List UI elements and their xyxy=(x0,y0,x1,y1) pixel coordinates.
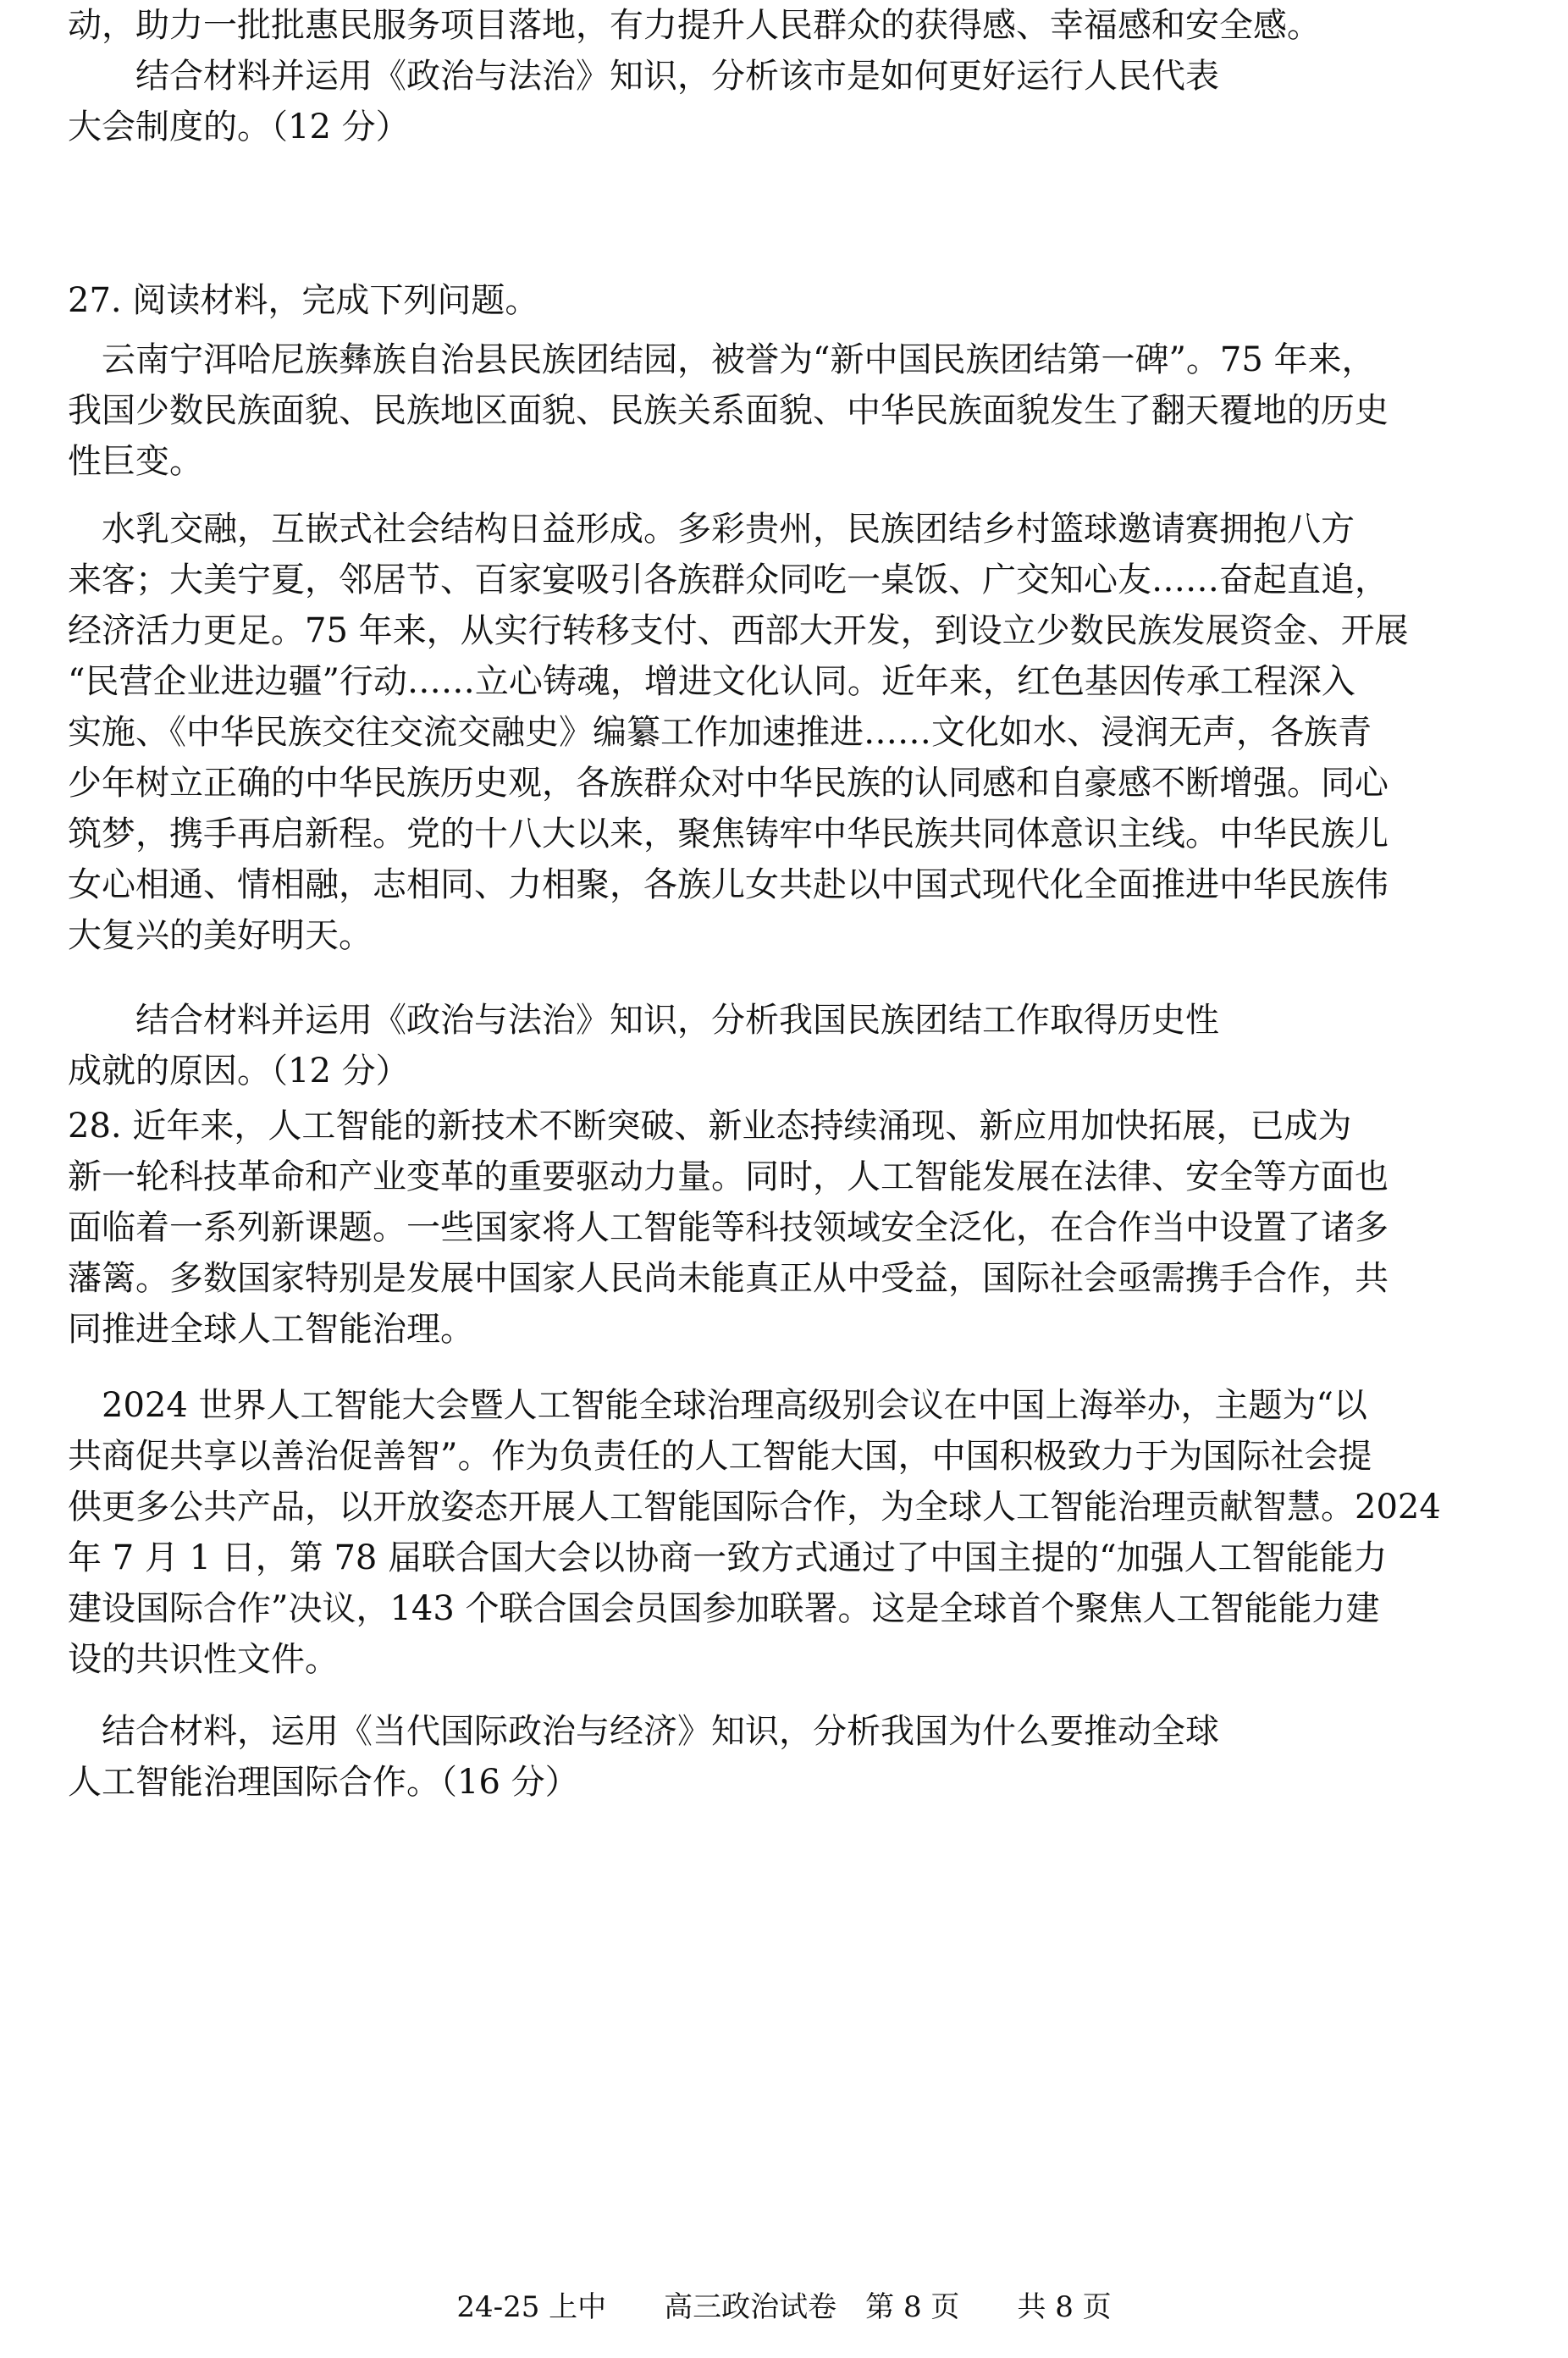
question-27 xyxy=(68,275,1507,326)
text-line: “民营企业进边疆”行动……立心铸魂，增进文化认同。近年来，红色基因传承工程深入 xyxy=(68,662,1355,701)
question-26-tail xyxy=(68,0,1507,152)
text-line: 面临着一系列新课题。一些国家将人工智能等科技领域安全泛化，在合作当中设置了诸多 xyxy=(68,1208,1389,1247)
text-line: 结合材料并运用《政治与法治》知识，分析我国民族团结工作取得历史性 xyxy=(68,1001,1219,1040)
question-title: 27. 阅读材料，完成下列问题。 xyxy=(68,281,539,320)
text-line: 共商促共享以善治促善智”。作为负责任的人工智能大国，中国积极致力于为国际社会提 xyxy=(68,1437,1372,1476)
text-line: 同推进全球人工智能治理。 xyxy=(68,1310,474,1349)
text-line: 年 7 月 1 日，第 78 届联合国大会以协商一致方式通过了中国主提的“加强人工智能能力 xyxy=(68,1538,1388,1577)
text-line: 结合材料，运用《当代国际政治与经济》知识，分析我国为什么要推动全球 xyxy=(68,1712,1219,1751)
text-line: 实施、《中华民族交往交流交融史》编纂工作加速推进……文化如水、浸润无声，各族青 xyxy=(68,713,1372,752)
text-line: 新一轮科技革命和产业变革的重要驱动力量。同时，人工智能发展在法律、安全等方面也 xyxy=(68,1157,1389,1196)
text-line: 云南宁洱哈尼族彝族自治县民族团结园，被誉为“新中国民族团结第一碑”。75 年来， xyxy=(68,340,1376,379)
question-28-paragraph-1 xyxy=(68,1101,1507,1355)
question-27-paragraph-2 xyxy=(68,504,1507,961)
text-line: 大会制度的。（12 分） xyxy=(68,108,410,146)
question-27-paragraph-1 xyxy=(68,334,1507,487)
page-footer: 24-25 上中 高三政治试卷 第 8 页 共 8 页 xyxy=(456,2290,1112,2324)
text-line: 结合材料并运用《政治与法治》知识，分析该市是如何更好运行人民代表 xyxy=(68,57,1219,96)
question-28-paragraph-2 xyxy=(68,1380,1507,1685)
text-line: 28. 近年来，人工智能的新技术不断突破、新业态持续涌现、新应用加快拓展，已成为 xyxy=(68,1107,1352,1146)
text-line: 大复兴的美好明天。 xyxy=(68,916,373,955)
text-line: 设的共识性文件。 xyxy=(68,1640,339,1679)
text-line: 性巨变。 xyxy=(68,442,203,481)
question-27-prompt xyxy=(68,995,1507,1096)
text-line: 藩篱。多数国家特别是发展中国家人民尚未能真正从中受益，国际社会亟需携手合作，共 xyxy=(68,1259,1389,1298)
text-line: 成就的原因。（12 分） xyxy=(68,1052,410,1091)
text-line: 来客；大美宁夏，邻居节、百家宴吸引各族群众同吃一桌饭、广交知心友……奋起直追， xyxy=(68,561,1389,599)
text-line: 筑梦，携手再启新程。党的十八大以来，聚焦铸牢中华民族共同体意识主线。中华民族儿 xyxy=(68,815,1389,853)
text-line: 水乳交融，互嵌式社会结构日益形成。多彩贵州，民族团结乡村篮球邀请赛拥抱八方 xyxy=(68,510,1355,549)
text-line: 女心相通、情相融，志相同、力相聚，各族儿女共赴以中国式现代化全面推进中华民族伟 xyxy=(68,865,1389,904)
text-line: 少年树立正确的中华民族历史观，各族群众对中华民族的认同感和自豪感不断增强。同心 xyxy=(68,764,1389,803)
text-line: 人工智能治理国际合作。（16 分） xyxy=(68,1763,579,1802)
text-line: 建设国际合作”决议，143 个联合国会员国参加联署。这是全球首个聚焦人工智能能力建 xyxy=(68,1589,1380,1628)
question-28-prompt xyxy=(68,1706,1507,1808)
text-line: 供更多公共产品，以开放姿态开展人工智能国际合作，为全球人工智能治理贡献智慧。2024 xyxy=(68,1488,1441,1527)
text-line: 2024 世界人工智能大会暨人工智能全球治理高级别会议在中国上海举办，主题为“以 xyxy=(68,1386,1367,1425)
text-line: 动，助力一批批惠民服务项目落地，有力提升人民群众的获得感、幸福感和安全感。 xyxy=(68,6,1321,45)
text-line: 我国少数民族面貌、民族地区面貌、民族关系面貌、中华民族面貌发生了翻天覆地的历史 xyxy=(68,391,1389,430)
text-line: 经济活力更足。75 年来，从实行转移支付、西部大开发，到设立少数民族发展资金、开展 xyxy=(68,611,1409,650)
